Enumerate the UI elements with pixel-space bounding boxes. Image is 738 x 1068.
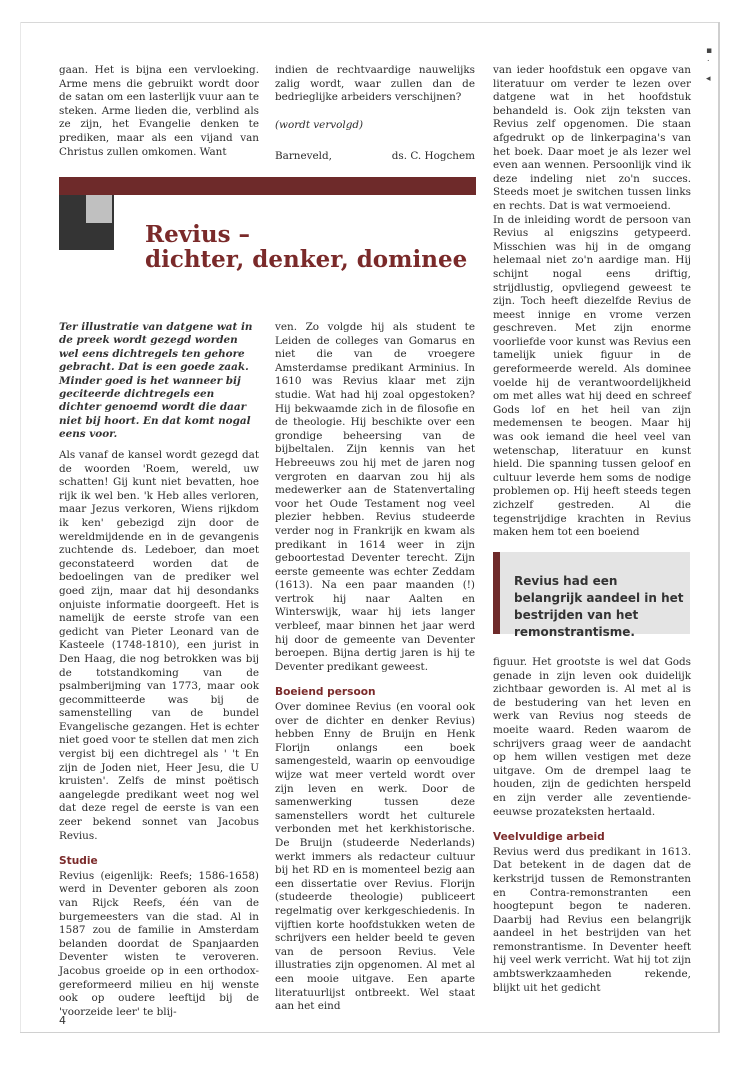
body-paragraph: ven. Zo volgde hij als student te Leiden de colleges van Gomarus en niet die van de vroegere Amsterdamse predikant Arminius. In 1610 was Revius klaar met zijn studie. Wat had hij zoal opgestoken? Hij bekwaamde zich in de filosofie en de theologie. Hij beschikte over een grondige beheersing van de bijbeltalen. Zijn kennis van het Hebreeuws zou hij met de jaren nog vergroten en daarvan zou hij als medewerker aan de Statenvertaling voor het Oude Testament nog veel plezier hebben. Revius studeerde verder nog in Frankrijk en kwam als predikant in 1614 weer in zijn geboortestad Deventer terecht. Zijn eerste gemeente was echter Zeddam (1613). Na een paar maanden (!) vertrok hij naar Aalten en Winterswijk, waar hij iets langer verbleef, maar binnen het jaar werd hij door de gemeente van Deventer beroepen. Bijna dertig jaren is hij te Deventer predikant geweest. — [275, 321, 475, 673]
prev-article-text-2: indien de rechtvaardige nauwelijks zalig wordt, waar zullen dan de bedrieglijke arbeiders verschijnen? — [275, 64, 475, 104]
article-title — [145, 222, 467, 272]
article-col3-top — [493, 64, 691, 540]
scan-edge-bottom — [20, 1032, 720, 1033]
scan-edge-left — [20, 22, 21, 1032]
article-col2 — [275, 321, 475, 1014]
body-paragraph: Revius werd dus predikant in 1613. Dat betekent in de dagen dat de kerkstrijd tussen de Remonstranten en Contra-remonstranten een hoogtepunt begon te naderen. Daarbij had Revius een belangrijk aandeel in het bestrijden van het remonstrantisme. In Deventer heeft hij veel werk verricht. Wat hij tot zijn ambtswerkzaamheden rekende, blijkt uit het gedicht — [493, 845, 691, 994]
scan-marks: ▪ ˙ ◂ — [706, 46, 713, 84]
body-paragraph: Als vanaf de kansel wordt gezegd dat de woorden 'Roem, wereld, uw schatten! Gij kunt niet bevatten, hoe rijk ik wel ben. 'k Heb alles verloren, maar Jezus verkoren, Wiens rijkdom ik ken' gebezigd zijn door de wereldmijdende en in de gevangenis zuchtende ds. Ledeboer, dan moet geconstateerd worden dat de bedoelingen van de prediker wel goed zijn, maar dat hij desondanks onjuiste informatie doorgeeft. Het is namelijk de eerste strofe van een gedicht van Pieter Leonard van de Kasteele (1748-1810), een jurist in Den Haag, die nog betrokken was bij de totstandkoming van de psalmberijming van 1773, maar ook gecommitteerde was bij de samenstelling van de bundel Evangelische gezangen. Het is echter niet goed voor te stellen dat men zich vergist bij een dichtregel als ' 't En zijn de Joden niet, Heer Jesu, die U kruisten'. Zelfs de minst poëtisch aangelegde predikant weet nog wel dat deze regel de eerste is van een zeer bekend sonnet van Jacobus Revius. — [59, 449, 259, 842]
body-paragraph: Revius (eigenlijk: Reefs; 1586-1658) werd in Deventer geboren als zoon van Rijck Reefs, één van de burgemeesters van die stad. Al in 1587 zou de familie in Amsterdam belanden doordat de Spanjaarden Deventer wisten te veroveren. Jacobus groeide op in een orthodox-gereformeerd milieu en hij wenste ook op oudere leeftijd bij de 'voorzeide leer' te blij- — [59, 869, 259, 1018]
continued-note: (wordt vervolgd) — [275, 118, 364, 131]
scan-edge-right — [718, 22, 720, 1032]
article-intro: Ter illustratie van datgene wat in de preek wordt gezegd worden wel eens dichtregels ten gehore gebracht. Dat is een goede zaak. Minder goed is het wanneer bij geciteerde dichtregels een dichter genoemd wordt die daar niet bij hoort. En dat komt nogal eens voor. — [59, 321, 253, 441]
byline-place: Barneveld, — [275, 150, 332, 163]
byline — [275, 150, 475, 164]
pullquote-bar — [493, 552, 500, 634]
prev-article-text-1: gaan. Het is bijna een vervloeking. Arme mens die gebruikt wordt door de satan om een lasterlijk vuur aan te steken. Arme lieden die, verblind als ze zijn, het Evangelie denken te prediken, maar als een vijand van Christus zullen omkomen. Want — [59, 64, 259, 158]
pullquote-text: Revius had een belangrijk aandeel in het bestrijden van het remonstrantisme. — [514, 574, 684, 639]
prev-article-col1 — [59, 64, 259, 159]
subheading-boeiend: Boeiend persoon — [275, 686, 376, 699]
prev-article-col2 — [275, 64, 475, 164]
body-paragraph: van ieder hoofdstuk een opgave van literatuur om verder te lezen over datgene wat in het hoofdstuk behandeld is. Ook zijn teksten van Revius zelf opgenomen. Die staan afgedrukt op de linkerpagina's van het boek. Daar moet je als lezer wel even aan wennen. Persoonlijk vind ik deze indeling niet zo'n succes. Steeds moet je switchen tussen links en rechts. Dat is wat vermoeiend. — [493, 64, 691, 212]
article-col3-bottom — [493, 656, 691, 995]
page-number: 4 — [59, 1014, 66, 1027]
scan-edge-top — [20, 22, 720, 23]
article-col1 — [59, 449, 259, 1019]
body-paragraph: In de inleiding wordt de persoon van Revius al enigszins getypeerd. Misschien was hij in de omgang helemaal niet zo'n aardige man. Hij schijnt nogal eens driftig, strijdlustig, opvliegend geweest te zijn. Toch heeft diezelfde Revius de meest innige en vrome verzen geschreven. Met zijn enorme voorliefde voor kunst was Revius een tamelijk uniek figuur in de gereformeerde wereld. Als dominee voelde hij de verantwoordelijkheid om met alles wat hij deed en schreef Gods lof en het heil van zijn medemensen te beogen. Maar hij was ook iemand die heel veel van wetenschap, literatuur en kunst hield. Die spanning tussen geloof en cultuur leverde hem soms de nodige problemen op. Hij heeft steeds tegen zichzelf gestreden. Al die tegenstrijdige krachten in Revius maken hem tot een boeiend — [493, 213, 691, 539]
article-title-line2: dichter, denker, dominee — [145, 246, 468, 273]
body-paragraph: Over dominee Revius (en vooral ook over de dichter en denker Revius) hebben Enny de Bruijn en Henk Florijn onlangs een boek samengesteld, waarin op eenvoudige wijze wat meer verteld wordt over zijn leven en werk. Door de samenwerking tussen deze samenstellers wordt het culturele verbonden met het kerkhistorische. De Bruijn (studeerde Nederlands) werkt immers als redacteur cultuur bij het RD en is momenteel bezig aan een dissertatie over Revius. Florijn (studeerde theologie) publiceert regelmatig over kerkgeschiedenis. In vijftien korte hoofdstukken weten de schrijvers een helder beeld te geven van de persoon Revius. Vele illustraties zijn opgenomen. Al met al een mooie uitgave. Een aparte literatuurlijst ontbreekt. Wel staat aan het eind — [275, 701, 475, 1013]
article-title-line1: Revius – — [145, 221, 251, 248]
header-block-light — [86, 195, 112, 223]
subheading-veelvuldige: Veelvuldige arbeid — [493, 831, 605, 844]
byline-author: ds. C. Hogchem — [391, 150, 475, 163]
subheading-studie: Studie — [59, 855, 98, 868]
body-paragraph: figuur. Het grootste is wel dat Gods genade in zijn leven ook duidelijk zichtbaar geworden is. Al met al is de bestudering van het leven en werk van Revius nog steeds de moeite waard. Reden waarom de schrijvers graag weer de aandacht op hem willen vestigen met deze uitgave. Om de drempel laag te houden, zijn de gedichten herspeld en zijn verder alle zeventiende-eeuwse prozateksten hertaald. — [493, 656, 691, 818]
header-banner — [59, 177, 476, 195]
